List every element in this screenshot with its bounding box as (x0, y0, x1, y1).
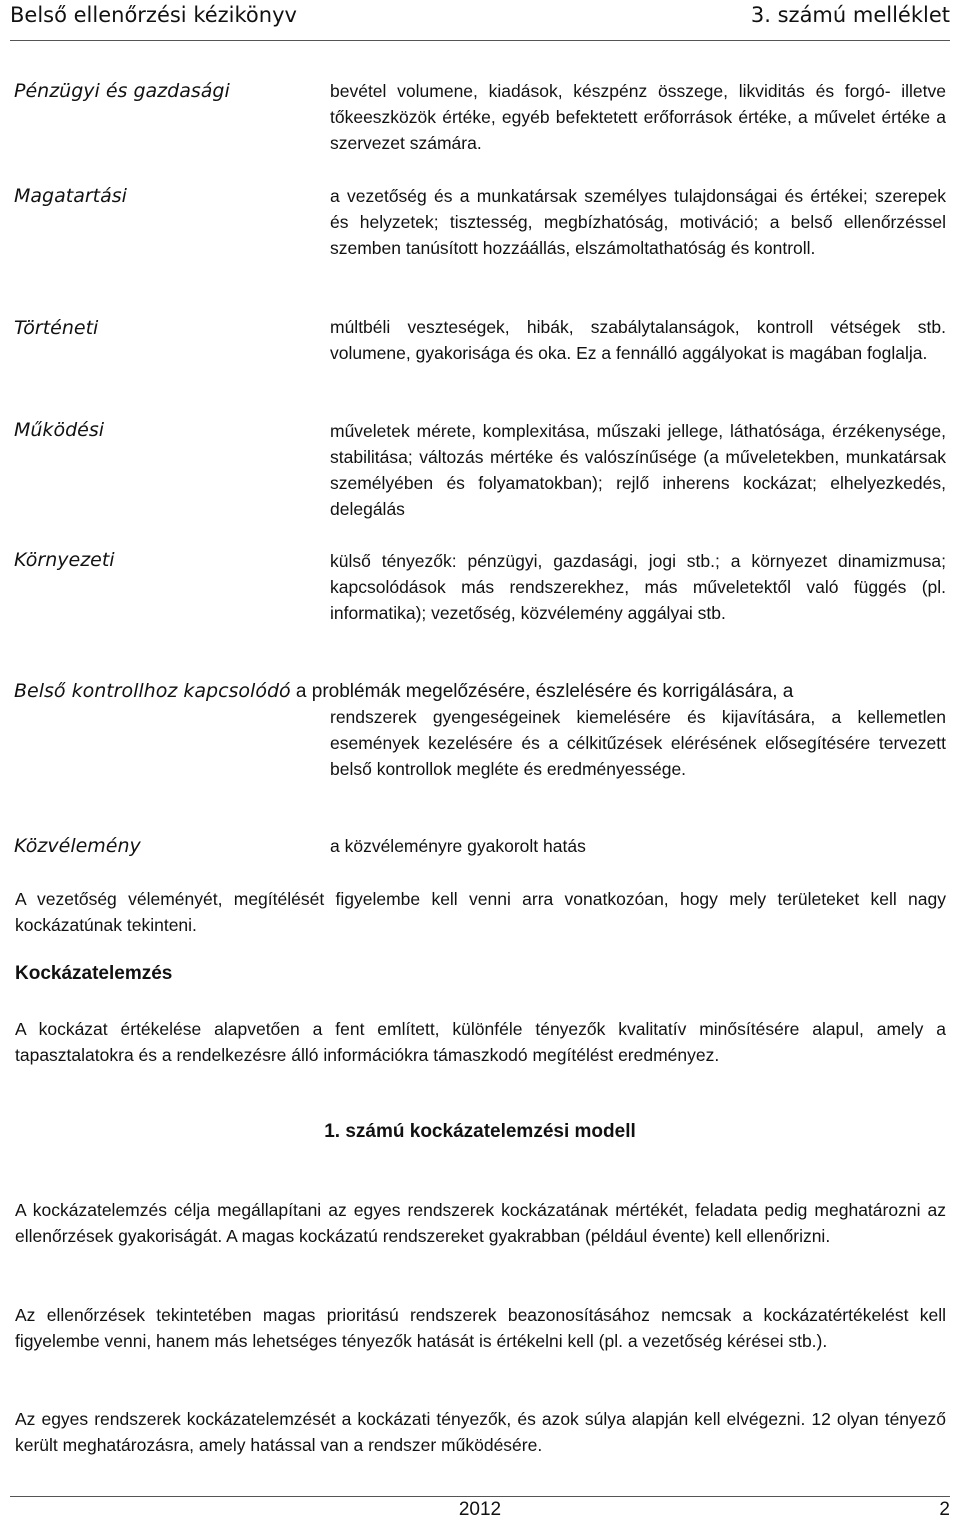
footer-year: 2012 (458, 1499, 502, 1520)
definition-penzugyi: bevétel volumene, kiadások, készpénz összege, likviditás és forgó- illetve tőkeeszközök értéke, egyéb befektetett erőforrások értéke, a művelet értéke a szervezet számára. (330, 81, 946, 153)
paragraph-kockazat-ertekelese: A kockázat értékelése alapvetően a fent említett, különféle tényezők kvalitatív minősítésére alapul, amely a tapasztalatokra és a rendelkezésre álló információkra támaszkodó megítélést eredményez. (15, 1019, 946, 1065)
definition-magatartasi: a vezetőség és a munkatársak személyes tulajdonságai és értékei; szerepek és helyzetek; tisztesség, megbízhatóság, motiváció; a belső ellenőrzéssel szemben tanúsított hozzáállás, elszámoltathatóság és kontroll. (330, 186, 946, 258)
section-heading-kockazatelemzes: Kockázatelemzés (15, 963, 173, 984)
definition-torteneti: múltbéli veszteségek, hibák, szabálytalanságok, kontroll vétségek stb. volumene, gyakorisága és oka. Ez a fennálló aggályokat is magában foglalja. (330, 317, 946, 363)
belso-kontroll-row (14, 678, 946, 705)
page-footer (10, 1496, 950, 1520)
belso-kontroll-first-line: a problémák megelőzésére, észlelésére és korrigálására, a (295, 681, 794, 702)
paragraph-vezetoseg: A vezetőség véleményét, megítélését figyelembe kell venni arra vonatkozóan, hogy mely területeket kell nagy kockázatúnak tekinteni. (15, 889, 946, 935)
paragraph-prioritasu-rendszerek: Az ellenőrzések tekintetében magas prioritású rendszerek beazonosításához nemcsak a kockázatértékelést kell figyelembe venni, hanem más lehetséges tényezők hatását is értékelni kell (pl. a vezetőség kérései stb.). (15, 1305, 946, 1351)
term-kornyezeti: Környezeti (14, 549, 115, 571)
page-header (10, 0, 950, 41)
definition-belso-kontroll: rendszerek gyengeségeinek kiemelésére és kijavítására, a kellemetlen események kezelésére és a célkitűzések elérésének elősegítésére tervezett belső kontrollok megléte és eredményessége. (330, 707, 946, 779)
term-mukodesi: Működési (14, 419, 104, 441)
definition-kornyezeti: külső tényezők: pénzügyi, gazdasági, jogi stb.; a környezet dinamizmusa; kapcsolódások más rendszerekhez, más műveletektől való függés (pl. informatika); vezetőség, közvélemény aggályai stb. (330, 551, 946, 623)
model-heading: 1. számú kockázatelemzési modell (324, 1121, 636, 1142)
paragraph-kockazati-tenyezok: Az egyes rendszerek kockázatelemzését a kockázati tényezők, és azok súlya alapján kell elvégezni. 12 olyan tényező került meghatározásra, amely hatással van a rendszer működésére. (15, 1409, 946, 1455)
term-torteneti: Történeti (14, 317, 99, 339)
term-kozvelemeny: Közvélemény (14, 835, 141, 857)
footer-page-number: 2 (939, 1499, 950, 1520)
term-magatartasi: Magatartási (14, 185, 127, 207)
term-belso-kontroll: Belső kontrollhoz kapcsolódó (14, 680, 291, 702)
paragraph-kockazatelemzes-celja: A kockázatelemzés célja megállapítani az egyes rendszerek kockázatának mértékét, feladata pedig meghatározni az ellenőrzések gyakoriságát. A magas kockázatú rendszereket gyakrabban (például évente) kell ellenőrizni. (15, 1200, 946, 1246)
header-document-title: Belső ellenőrzési kézikönyv (10, 3, 297, 27)
term-penzugyi: Pénzügyi és gazdasági (14, 80, 230, 102)
header-annex-label: 3. számú melléklet (750, 3, 950, 27)
definition-mukodesi: műveletek mérete, komplexitása, műszaki jellege, láthatósága, érzékenysége, stabilitása; változás mértéke és valószínűsége (a műveletekben, munkatársak személyében és folyamatokban); rejlő inherens kockázat; elhelyezkedés, delegálás (330, 421, 946, 519)
definition-kozvelemeny: a közvéleményre gyakorolt hatás (330, 836, 586, 856)
